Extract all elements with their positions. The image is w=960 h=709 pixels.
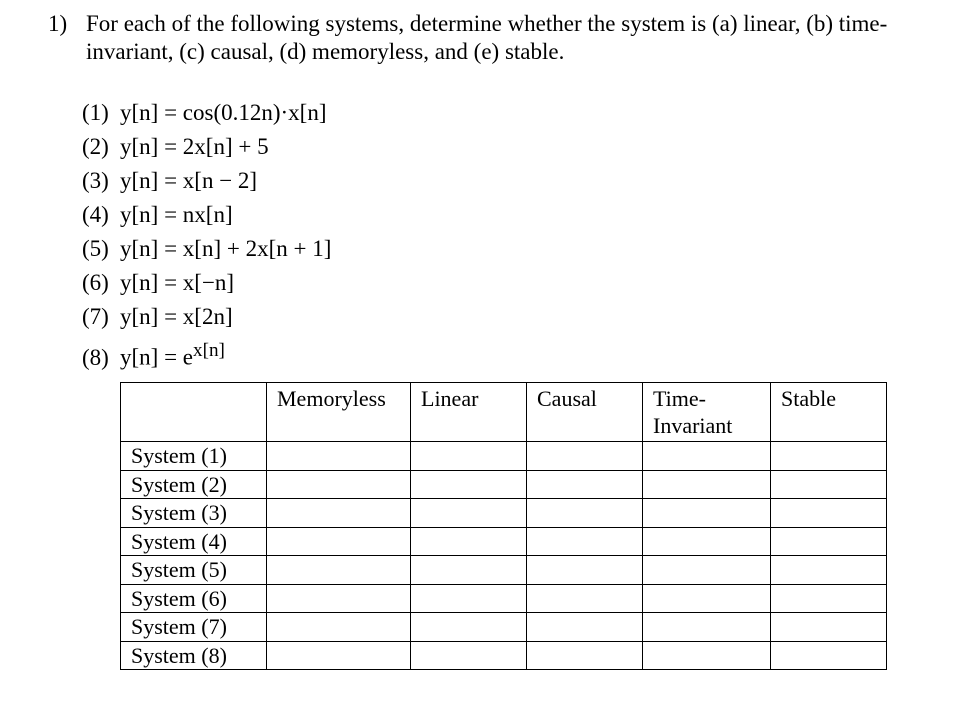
answer-cell[interactable] [771,584,887,613]
answer-cell[interactable] [771,499,887,528]
equation-number: (1) [82,100,109,125]
answer-cell[interactable] [771,556,887,585]
answer-cell[interactable] [267,470,411,499]
table-row [121,470,887,499]
row-label: System (7) [121,613,267,642]
header-time-invariant-line1: Time- [653,386,706,411]
answer-cell[interactable] [643,641,771,670]
equation-number: (4) [82,202,109,227]
equation-number: (3) [82,168,109,193]
equation-lhs: y[n] = [120,134,183,159]
table-row [121,613,887,642]
equation-4 [82,198,331,232]
answer-cell[interactable] [527,527,643,556]
answer-cell[interactable] [267,584,411,613]
answer-cell[interactable] [771,527,887,556]
table-row [121,442,887,471]
answer-cell[interactable] [267,613,411,642]
equation-number: (6) [82,270,109,295]
answer-cell[interactable] [411,584,527,613]
header-linear: Linear [411,383,527,442]
equation-number: (2) [82,134,109,159]
equation-8 [82,334,331,368]
equation-rhs: 2x[n] + 5 [182,134,269,159]
answer-cell[interactable] [267,499,411,528]
equation-1 [82,96,331,130]
equation-6 [82,266,331,300]
answer-cell[interactable] [267,442,411,471]
table-row [121,499,887,528]
answer-cell[interactable] [527,470,643,499]
equation-7 [82,300,331,334]
equation-rhs: x[−n] [182,270,235,295]
answer-cell[interactable] [643,442,771,471]
answer-cell[interactable] [643,499,771,528]
equation-lhs: y[n] = [120,168,183,193]
answer-cell[interactable] [411,527,527,556]
header-cell-empty [121,383,267,442]
table-row [121,527,887,556]
answer-table [120,382,887,670]
equation-rhs: nx[n] [182,202,233,227]
row-label: System (4) [121,527,267,556]
equation-5 [82,232,331,266]
header-causal: Causal [527,383,643,442]
answer-cell[interactable] [771,613,887,642]
table-header-row [121,383,887,442]
row-label: System (2) [121,470,267,499]
table-row [121,556,887,585]
answer-cell[interactable] [527,499,643,528]
equation-rhs: cos(0.12n)·x[n] [182,100,327,125]
table-row [121,641,887,670]
answer-cell[interactable] [267,641,411,670]
answer-cell[interactable] [411,556,527,585]
answer-cell[interactable] [771,641,887,670]
problem-text: For each of the following systems, determine whether the system is (a) linear, (b) time-invariant, (c) causal, (d) memoryless, and (e) stable. [86,11,888,64]
answer-cell[interactable] [643,527,771,556]
answer-cell[interactable] [771,442,887,471]
answer-cell[interactable] [267,556,411,585]
equation-number: (5) [82,236,109,261]
row-label: System (6) [121,584,267,613]
header-time-invariant-line2: Invariant [653,413,733,438]
header-stable: Stable [771,383,887,442]
answer-cell[interactable] [527,641,643,670]
equation-lhs: y[n] = [120,270,183,295]
equation-lhs: y[n] = [120,344,183,370]
problem-number: 1) [48,11,68,36]
equation-exponent: x[n] [193,340,225,361]
answer-cell[interactable] [643,556,771,585]
answer-cell[interactable] [643,584,771,613]
equation-rhs: e [182,344,194,370]
header-memoryless: Memoryless [267,383,411,442]
equation-list [82,96,331,368]
answer-cell[interactable] [771,470,887,499]
answer-cell[interactable] [411,641,527,670]
answer-cell[interactable] [411,442,527,471]
equation-2 [82,130,331,164]
equation-lhs: y[n] = [120,236,183,261]
answer-cell[interactable] [411,499,527,528]
answer-cell[interactable] [411,613,527,642]
answer-cell[interactable] [643,613,771,642]
equation-lhs: y[n] = [120,100,183,125]
answer-cell[interactable] [527,613,643,642]
answer-cell[interactable] [527,584,643,613]
row-label: System (3) [121,499,267,528]
table-row [121,584,887,613]
equation-rhs: x[2n] [182,304,233,329]
answer-cell[interactable] [411,470,527,499]
equation-number: (8) [82,344,109,370]
equation-rhs: x[n] + 2x[n + 1] [182,236,332,261]
equation-3 [82,164,331,198]
equation-lhs: y[n] = [120,304,183,329]
answer-cell[interactable] [527,556,643,585]
equation-lhs: y[n] = [120,202,183,227]
row-label: System (8) [121,641,267,670]
answer-cell[interactable] [527,442,643,471]
answer-cell[interactable] [267,527,411,556]
answer-cell[interactable] [643,470,771,499]
row-label: System (5) [121,556,267,585]
equation-rhs: x[n − 2] [182,168,258,193]
header-time-invariant [643,383,771,442]
equation-number: (7) [82,304,109,329]
row-label: System (1) [121,442,267,471]
